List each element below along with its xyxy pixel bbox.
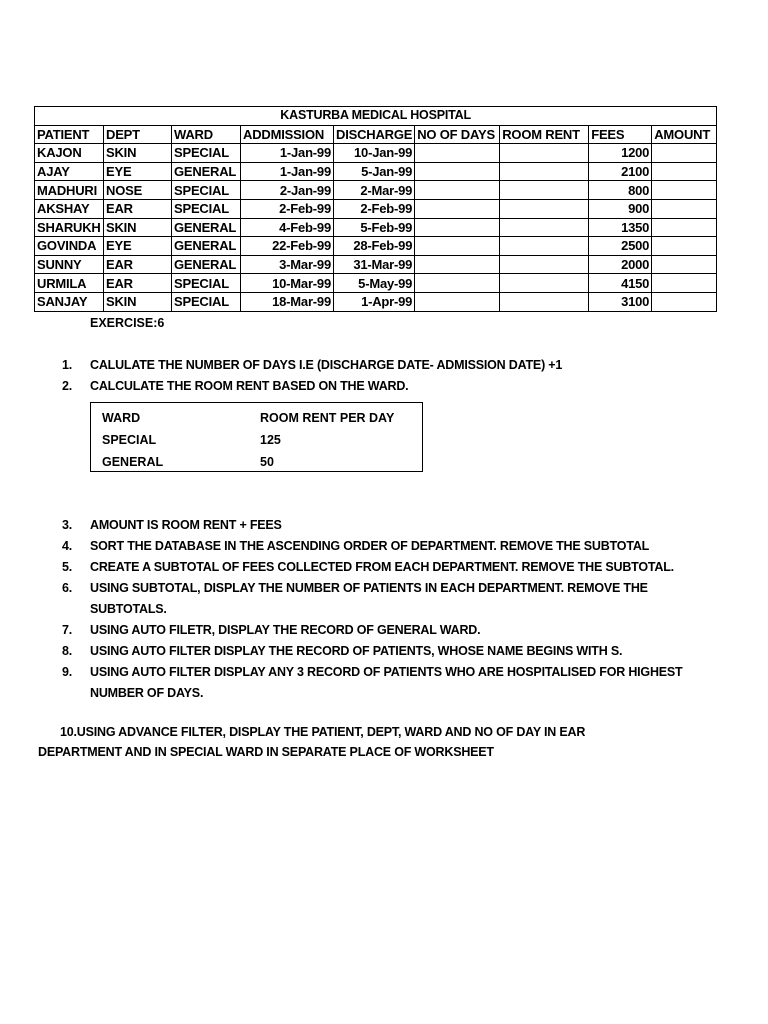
table-cell[interactable]: 3-Mar-99 [241, 255, 334, 274]
table-cell[interactable]: 4-Feb-99 [241, 218, 334, 237]
rent-row [91, 429, 394, 451]
header-cell[interactable]: DEPT [104, 125, 172, 144]
rent-rate: 50 [260, 455, 274, 469]
instruction-number: 8. [62, 644, 73, 658]
table-cell[interactable]: 2500 [589, 237, 652, 256]
instruction-list-a [62, 355, 562, 397]
instruction-item [62, 620, 722, 641]
instruction-text: SORT THE DATABASE IN THE ASCENDING ORDER OF DEPARTMENT. REMOVE THE SUBTOTAL [90, 539, 650, 553]
rent-rate: 125 [260, 433, 281, 447]
table-cell[interactable]: EYE [104, 162, 172, 181]
exercise-label: EXERCISE:6 [90, 316, 165, 330]
table-row [35, 199, 717, 218]
table-cell[interactable] [415, 237, 500, 256]
table-cell[interactable]: 5-Feb-99 [334, 218, 415, 237]
table-cell[interactable] [652, 237, 717, 256]
table-cell[interactable]: AJAY [35, 162, 104, 181]
table-cell[interactable] [652, 162, 717, 181]
table-cell[interactable]: 5-Jan-99 [334, 162, 415, 181]
instruction-text: CALULATE THE NUMBER OF DAYS I.E (DISCHARGE DATE- ADMISSION DATE) +1 [90, 358, 563, 372]
instruction-text: CALCULATE THE ROOM RENT BASED ON THE WARD. [90, 379, 409, 393]
instruction-number: 2. [62, 379, 73, 393]
header-cell[interactable]: PATIENT [35, 125, 104, 144]
instruction-number: 5. [62, 560, 73, 574]
table-cell[interactable]: GOVINDA [35, 237, 104, 256]
room-rent-table [90, 402, 423, 472]
table-cell[interactable]: 3100 [589, 292, 652, 311]
table-cell[interactable]: EYE [104, 237, 172, 256]
table-cell[interactable]: 4150 [589, 274, 652, 293]
instruction-number: 4. [62, 539, 73, 553]
instruction-text: USING AUTO FILTER DISPLAY THE RECORD OF PATIENTS, WHOSE NAME BEGINS WITH S. [90, 644, 623, 658]
hospital-table [34, 106, 717, 312]
table-cell[interactable]: 1-Jan-99 [241, 162, 334, 181]
table-cell[interactable]: SKIN [104, 218, 172, 237]
table-cell[interactable]: SPECIAL [172, 181, 241, 200]
instruction-10 [38, 722, 738, 762]
instruction-text: USING AUTO FILETR, DISPLAY THE RECORD OF GENERAL WARD. [90, 623, 481, 637]
table-row [35, 181, 717, 200]
instruction-10-line2: DEPARTMENT AND IN SPECIAL WARD IN SEPARATE PLACE OF WORKSHEET [38, 745, 494, 759]
table-cell[interactable]: 31-Mar-99 [334, 255, 415, 274]
table-cell[interactable] [500, 255, 589, 274]
table-cell[interactable]: 28-Feb-99 [334, 237, 415, 256]
instruction-text: AMOUNT IS ROOM RENT + FEES [90, 518, 282, 532]
table-cell[interactable] [415, 292, 500, 311]
header-row [35, 125, 717, 144]
table-cell[interactable]: 1200 [589, 144, 652, 163]
instruction-number: 3. [62, 518, 73, 532]
rent-header-ward: WARD [102, 411, 141, 425]
table-row [35, 255, 717, 274]
table-row [35, 162, 717, 181]
table-cell[interactable]: 1-Apr-99 [334, 292, 415, 311]
table-cell[interactable] [652, 144, 717, 163]
header-cell[interactable]: ADDMISSION [241, 125, 334, 144]
table-cell[interactable]: SPECIAL [172, 199, 241, 218]
table-cell[interactable]: EAR [104, 274, 172, 293]
table-cell[interactable] [652, 274, 717, 293]
table-cell[interactable] [415, 181, 500, 200]
table-cell[interactable] [500, 237, 589, 256]
table-cell[interactable]: 10-Jan-99 [334, 144, 415, 163]
header-cell[interactable]: WARD [172, 125, 241, 144]
instruction-item [62, 515, 722, 536]
table-cell[interactable]: SKIN [104, 292, 172, 311]
table-cell[interactable] [500, 162, 589, 181]
table-cell[interactable]: EAR [104, 199, 172, 218]
table-cell[interactable]: SPECIAL [172, 274, 241, 293]
instruction-number: 9. [62, 665, 73, 679]
table-cell[interactable]: GENERAL [172, 237, 241, 256]
table-cell[interactable]: SUNNY [35, 255, 104, 274]
instruction-text: USING AUTO FILTER DISPLAY ANY 3 RECORD OF PATIENTS WHO ARE HOSPITALISED FOR HIGHEST NUMBER OF DAYS. [90, 665, 683, 700]
table-cell[interactable] [500, 181, 589, 200]
table-cell[interactable]: MADHURI [35, 181, 104, 200]
table-cell[interactable]: EAR [104, 255, 172, 274]
table-cell[interactable]: SKIN [104, 144, 172, 163]
table-cell[interactable]: 2100 [589, 162, 652, 181]
table-cell[interactable]: KAJON [35, 144, 104, 163]
table-cell[interactable]: 10-Mar-99 [241, 274, 334, 293]
table-cell[interactable]: 2-Mar-99 [334, 181, 415, 200]
header-cell[interactable]: AMOUNT [652, 125, 717, 144]
rent-ward: GENERAL [102, 455, 164, 469]
table-cell[interactable]: SPECIAL [172, 144, 241, 163]
table-row [35, 292, 717, 311]
table-cell[interactable] [652, 292, 717, 311]
instruction-item [62, 641, 722, 662]
instruction-item [62, 662, 722, 704]
table-cell[interactable] [415, 274, 500, 293]
instruction-text: USING SUBTOTAL, DISPLAY THE NUMBER OF PATIENTS IN EACH DEPARTMENT. REMOVE THE SUBTOTALS. [90, 581, 648, 616]
table-cell[interactable] [652, 181, 717, 200]
rent-header-row [91, 407, 394, 429]
table-cell[interactable]: SHARUKH [35, 218, 104, 237]
table-cell[interactable]: 2000 [589, 255, 652, 274]
table-cell[interactable]: NOSE [104, 181, 172, 200]
table-cell[interactable] [415, 255, 500, 274]
table-cell[interactable]: GENERAL [172, 255, 241, 274]
table-cell[interactable] [500, 144, 589, 163]
instruction-item [62, 557, 722, 578]
table-cell[interactable] [500, 199, 589, 218]
table-cell[interactable]: GENERAL [172, 218, 241, 237]
table-cell[interactable] [415, 162, 500, 181]
rent-row [91, 451, 394, 473]
table-title: KASTURBA MEDICAL HOSPITAL [35, 107, 717, 126]
table-cell[interactable] [652, 218, 717, 237]
table-cell[interactable]: 18-Mar-99 [241, 292, 334, 311]
instruction-item [62, 355, 562, 376]
table-cell[interactable]: 900 [589, 199, 652, 218]
table-row [35, 237, 717, 256]
table-cell[interactable] [500, 292, 589, 311]
header-cell[interactable]: FEES [589, 125, 652, 144]
instruction-10-line1: 10.USING ADVANCE FILTER, DISPLAY THE PATIENT, DEPT, WARD AND NO OF DAY IN EAR [60, 725, 586, 739]
table-cell[interactable] [415, 218, 500, 237]
rent-ward: SPECIAL [102, 433, 157, 447]
table-row [35, 218, 717, 237]
instruction-item [62, 578, 722, 620]
table-row [35, 144, 717, 163]
header-cell[interactable]: ROOM RENT [500, 125, 589, 144]
table-cell[interactable]: 1350 [589, 218, 652, 237]
table-cell[interactable] [652, 199, 717, 218]
instruction-text: CREATE A SUBTOTAL OF FEES COLLECTED FROM EACH DEPARTMENT. REMOVE THE SUBTOTAL. [90, 560, 674, 574]
table-cell[interactable] [415, 199, 500, 218]
table-cell[interactable]: URMILA [35, 274, 104, 293]
header-cell[interactable]: DISCHARGE [334, 125, 415, 144]
header-cell[interactable]: NO OF DAYS [415, 125, 500, 144]
table-row [35, 274, 717, 293]
table-cell[interactable] [652, 255, 717, 274]
instruction-number: 7. [62, 623, 73, 637]
table-cell[interactable]: 22-Feb-99 [241, 237, 334, 256]
table-cell[interactable]: SANJAY [35, 292, 104, 311]
table-cell[interactable] [500, 274, 589, 293]
table-cell[interactable]: 2-Jan-99 [241, 181, 334, 200]
table-cell[interactable]: 2-Feb-99 [241, 199, 334, 218]
table-cell[interactable]: 5-May-99 [334, 274, 415, 293]
instruction-list-b [62, 515, 722, 704]
table-cell[interactable]: GENERAL [172, 162, 241, 181]
rent-header-rate: ROOM RENT PER DAY [260, 411, 395, 425]
table-cell[interactable] [500, 218, 589, 237]
instruction-item [62, 536, 722, 557]
table-cell[interactable]: SPECIAL [172, 292, 241, 311]
instruction-number: 1. [62, 358, 73, 372]
table-body [35, 144, 717, 311]
table-cell[interactable]: 1-Jan-99 [241, 144, 334, 163]
table-cell[interactable]: AKSHAY [35, 199, 104, 218]
table-cell[interactable] [415, 144, 500, 163]
table-cell[interactable]: 800 [589, 181, 652, 200]
table-cell[interactable]: 2-Feb-99 [334, 199, 415, 218]
instruction-number: 6. [62, 581, 73, 595]
instruction-item [62, 376, 562, 397]
